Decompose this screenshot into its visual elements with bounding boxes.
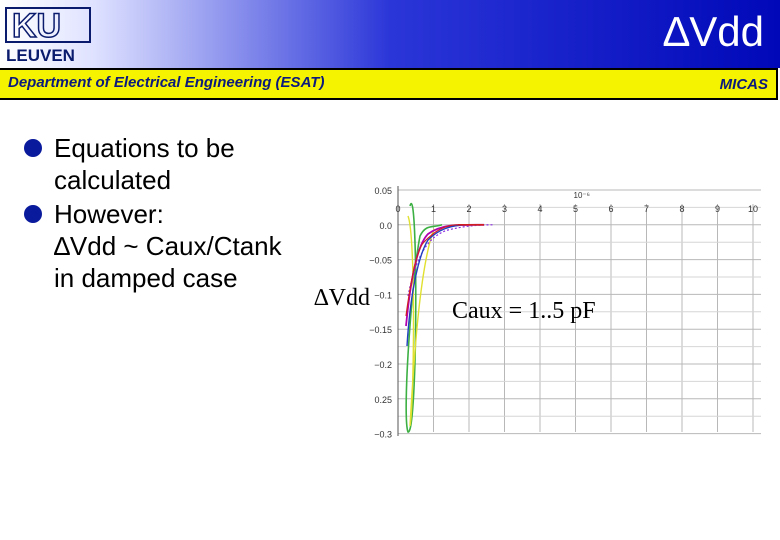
svg-text:KU: KU (12, 7, 62, 45)
bullet-icon (24, 205, 42, 223)
plot-annotation: Caux = 1..5 pF (452, 298, 596, 324)
micas-label: MICAS (719, 76, 768, 93)
plot-y-label: ∆Vdd (314, 285, 371, 311)
department-bar (0, 68, 778, 100)
x-multiplier: 10⁻⁶ (573, 191, 590, 200)
x-tick-label: 3 (501, 204, 508, 214)
y-tick-label: 0.0 (379, 220, 392, 231)
x-tick-label: 10 (747, 204, 759, 214)
x-tick-label: 5 (572, 204, 579, 214)
bullet-line: However: (54, 199, 164, 229)
bullet-line: Equations to be (54, 133, 235, 163)
x-tick-label: 0 (395, 204, 401, 214)
bullet-line: in damped case (54, 263, 238, 293)
x-tick-label: 9 (714, 204, 721, 214)
x-tick-label: 7 (643, 204, 650, 214)
bullet-icon (24, 139, 42, 157)
bullet-line: ∆Vdd ~ Caux/Ctank (54, 231, 282, 261)
x-tick-label: 4 (537, 204, 543, 214)
bullet-item (24, 132, 314, 196)
x-tick-label: 6 (608, 204, 614, 214)
ku-leuven-logo (4, 4, 96, 64)
x-tick-label: 1 (430, 204, 437, 214)
y-tick-label: −0.3 (374, 429, 392, 440)
y-tick-label: −0.15 (369, 325, 392, 336)
header (0, 0, 780, 68)
bullet-line: calculated (54, 165, 172, 195)
logo-text: LEUVEN (6, 46, 75, 64)
y-tick-label: 0.05 (374, 186, 392, 196)
department-label: Department of Electrical Engineering (ESAT) (8, 74, 325, 91)
y-tick-label: −0.1 (374, 290, 392, 301)
y-tick-label: 0.25 (374, 394, 392, 405)
y-tick-label: −0.2 (374, 360, 392, 370)
bullet-list (24, 132, 314, 296)
x-tick-label: 2 (466, 204, 472, 214)
y-tick-label: −0.05 (369, 255, 392, 266)
x-tick-label: 8 (679, 204, 685, 214)
slide-title: ∆Vdd (663, 8, 764, 55)
bullet-item (24, 198, 314, 294)
